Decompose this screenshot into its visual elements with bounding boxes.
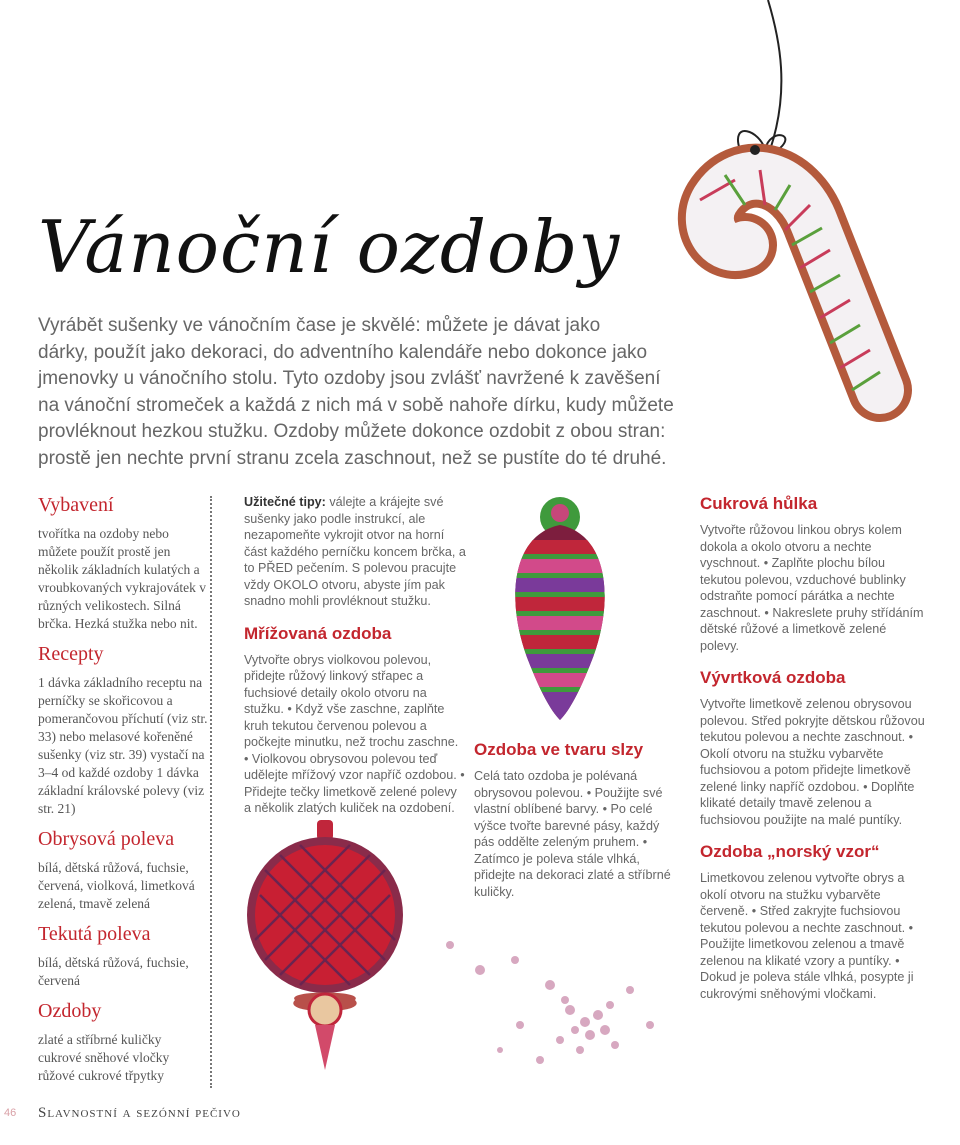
teardrop-column (474, 740, 674, 914)
tips-text: válejte a krájejte své sušenky jako podle instrukcí, ale nezapomeňte vykrojit otvor na horní část každého perníčku koncem brčka, a to PŘED pečením. S polevou pracujte vždy OKOLO otvoru, abyste jím pak snadno mohli provléknout stužku. (244, 495, 466, 608)
tips-label: Užitečné tipy: (244, 495, 326, 509)
intro-line: dárky, použít jako dekoraci, do adventního kalendáře nebo dokonce jako (38, 341, 648, 363)
intro-line: na vánoční stromeček a každá z nich má v sobě nahoře dírku, kudy můžete (38, 394, 674, 416)
nordic-text: Limetkovou zelenou vytvořte obrys a okolí otvoru na stužku vybarvěte červeně. • Střed zakryjte fuchsiovou tekutou polevou a nechte zaschnout. • Použijte limetkovou zelenou a tmavě zelenou na klikaté vzory a puntíky. • Dokud je poleva stále vlhká, posypte ji cukrovými sněhovými vločkami. (700, 871, 914, 1001)
lattice-ornament-image (245, 820, 405, 1075)
sidebar-column (38, 494, 208, 1095)
sugar-pearls-image (420, 930, 680, 1080)
tips-column (244, 494, 466, 831)
decorations-text: zlaté a stříbrné kuličky cukrové sněhové vločky růžové cukrové třpytky (38, 1032, 170, 1083)
candy-cane-heading: Cukrová hůlka (700, 494, 818, 513)
candy-cane-text: Vytvořte růžovou linkou obrys kolem dokola a okolo otvoru a nechte vyschnout. • Zaplňte plochu bílou tekutou polevou, vzduchové bublinky odstraňte pomocí párátka a nechte zaschnout. • Nakreslete pruhy střídáním dětské růžové a limetkově zelené polevy. (700, 523, 924, 653)
intro-line: Vyrábět sušenky ve vánočním čase je skvělé: můžete je dávat jako (38, 315, 601, 336)
intro-line: jmenovky u vánočního stolu. Tyto ozdoby jsou zvlášť navržené k zavěšení (38, 368, 661, 389)
lattice-heading: Mřížovaná ozdoba (244, 623, 392, 643)
spiral-heading: Vývrtková ozdoba (700, 668, 846, 687)
outline-icing-text: bílá, dětská růžová, fuchsie, červená, violková, limetková zelená, tmavě zelená (38, 860, 195, 911)
teardrop-text: Celá tato ozdoba je polévaná obrysovou polevou. • Použijte své vlastní oblíbené barvy. • Po celé výšce tvořte barevné pásy, každý pás oddělte zeleným pruhem. • Zatímco je poleva stále vlhká, přidejte na dekoraci zlaté a stříbrné kuličky. (474, 769, 671, 899)
tips-paragraph (244, 494, 466, 610)
flood-icing-text: bílá, dětská růžová, fuchsie, červená (38, 955, 189, 988)
nordic-heading: Ozdoba „norský vzor“ (700, 842, 880, 861)
lattice-text: Vytvořte obrys violkovou polevou, přidejte růžový linkový střapec a fuchsiové detaily okolo otvoru na stužku. • Když vše zaschne, zaplňte kruh tekutou červenou polevou a počkejte minutku, než trochu zaschne. • Violkovou obrysovou polevou teď udělejte mřížový vzor napříč ozdobou. • Přidejte tečky limetkově zelené polevy a několik zlatých kuliček na ozdobení. (244, 652, 465, 815)
candy-cane-cookie-image (0, 0, 960, 470)
column-divider (210, 496, 212, 1088)
intro-line: prostě jen nechte první stranu zcela zaschnout, než se pustíte do té druhé. (38, 447, 667, 469)
outline-icing-heading: Obrysová poleva (38, 828, 175, 850)
spiral-text: Vytvořte limetkově zelenou obrysovou polevou. Střed pokryjte dětskou růžovou tekutou polevou a nechte zaschnout. • Okolí otvoru na stužku vybarvěte fuchsiovou a potom přidejte limetkově zelené linky napříč ozdobou. • Doplňte klikaté detaily tmavě zelenou a fuchsiovou použijte na malé puntíky. (700, 697, 925, 827)
teardrop-heading: Ozdoba ve tvaru slzy (474, 740, 644, 759)
right-column (700, 494, 928, 1016)
decorations-heading: Ozdoby (38, 1000, 102, 1022)
recipes-heading: Recepty (38, 643, 104, 665)
teardrop-ornament-image (500, 495, 620, 735)
intro-line: provléknout hezkou stužku. Ozdoby můžete dokonce ozdobit z obou stran: (38, 421, 666, 442)
page-title: Vánoční ozdoby (38, 205, 621, 289)
page-number: 46 (4, 1107, 17, 1119)
equipment-heading: Vybavení (38, 494, 114, 516)
equipment-text: tvořítka na ozdoby nebo můžete použít prostě jen několik základních kulatých a vroubkovaných vykrajovátek v různých velikostech. Silná brčka. Hezká stužka nebo nit. (38, 526, 206, 631)
recipes-text: 1 dávka základního receptu na perníčky se skořicovou a pomerančovou příchutí (viz str. 33) nebo melasové kořeněné sušenky (viz str. 39) vystačí na 3–4 od každé ozdoby 1 dávka základní královské polevy (viz str. 21) (38, 675, 208, 816)
flood-icing-heading: Tekutá poleva (38, 923, 151, 945)
section-footer: Slavnostní a sezónní pečivo (38, 1105, 241, 1121)
